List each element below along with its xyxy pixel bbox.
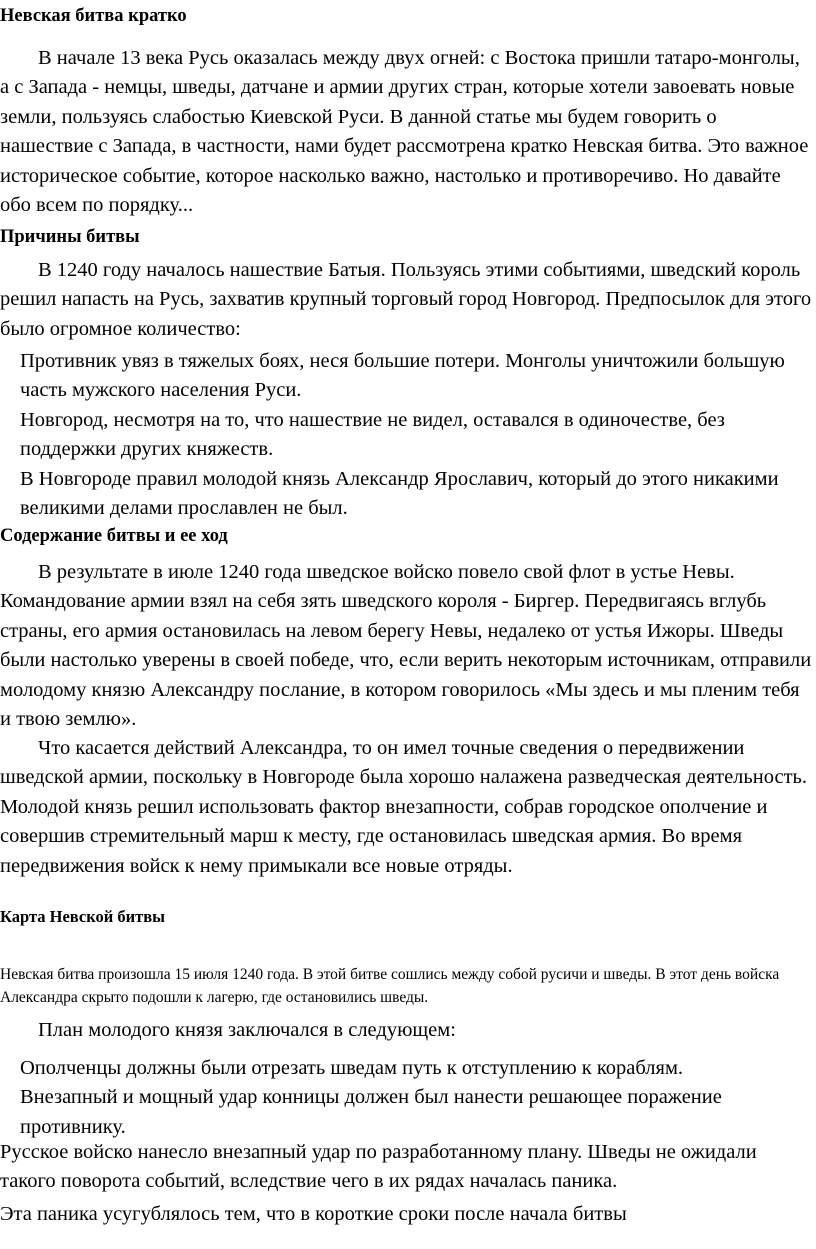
article-title: Невская битва кратко [0,6,187,26]
map-caption: Невская битва произошла 15 июля 1240 года. В этой битве сошлись между собой русичи и шведы. В этот день войска Александра скрыто подошли к лагерю, где остановились шведы. [0,966,780,1006]
list-item: Внезапный и мощный удар конницы должен был нанести решающее поражение противнику. [20,1086,722,1138]
course-paragraph-2: Что касается действий Александра, то он имел точные сведения о передвижении шведской армии, поскольку в Новгороде была хорошо налажена разведческая деятельность. Молодой князь решил использовать фактор внезапности, собрав городское ополчение и совершив стремительный марш к месту, где остановилась шведская армия. Во время передвижения войск к нему примыкали все новые отряды. [0,737,808,877]
course-heading: Содержание битвы и ее ход [0,526,228,546]
causes-paragraph: В 1240 году началось нашествие Батыя. Пользуясь этими событиями, шведский король решил напасть на Русь, захватив крупный торговый город Новгород. Предпосылок для этого было огромное количество: [0,259,812,340]
plan-list [0,1054,814,1142]
attack-paragraph-2: Эта паника усугублялось тем, что в короткие сроки после начала битвы [0,1203,627,1225]
plan-intro: План молодого князя заключался в следующем: [38,1019,456,1041]
list-item: Противник увяз в тяжелых боях, неся большие потери. Монголы уничтожили большую часть мужского населения Руси. [20,350,785,402]
attack-paragraph-1: Русское войско нанесло внезапный удар по разработанному плану. Шведы не ожидали такого поворота событий, вследствие чего в их рядах началась паника. [0,1141,757,1193]
list-item: В Новгороде правил молодой князь Александр Ярославич, который до этого никакими великими делами прославлен не был. [20,467,779,520]
map-heading: Карта Невской битвы [0,907,166,926]
course-paragraph-1: В результате в июле 1240 года шведское войско повело свой флот в устье Невы. Командование армии взял на себя зять шведского короля - Биргер. Передвигаясь вглубь страны, его армия остановилась на левом берегу Невы, недалеко от устья Ижоры. Шведы были настолько уверены в своей победе, что, если верить некоторым источникам, отправили молодому князю Александру послание, в котором говорилось «Мы здесь и мы пленим тебя и твою землю». [0,561,812,731]
causes-list [0,347,814,523]
intro-paragraph: В начале 13 века Русь оказалась между двух огней: с Востока пришли татаро-монголы, а с Запада - немцы, шведы, датчане и армии других стран, которые хотели завоевать новые земли, пользуясь слабостью Киевской Руси. В данной статье мы будем говорить о нашествие с Запада, в частности, нами будет рассмотрена кратко Невская битва. Это важное историческое событие, которое насколько важно, настолько и противоречиво. Но давайте обо всем по порядку... [0,47,809,217]
list-item: Новгород, несмотря на то, что нашествие не видел, оставался в одиночестве, без поддержки других княжеств. [20,408,725,461]
causes-heading: Причины битвы [0,227,140,247]
list-item: Ополченцы должны были отрезать шведам путь к отступлению к кораблям. [20,1057,684,1079]
